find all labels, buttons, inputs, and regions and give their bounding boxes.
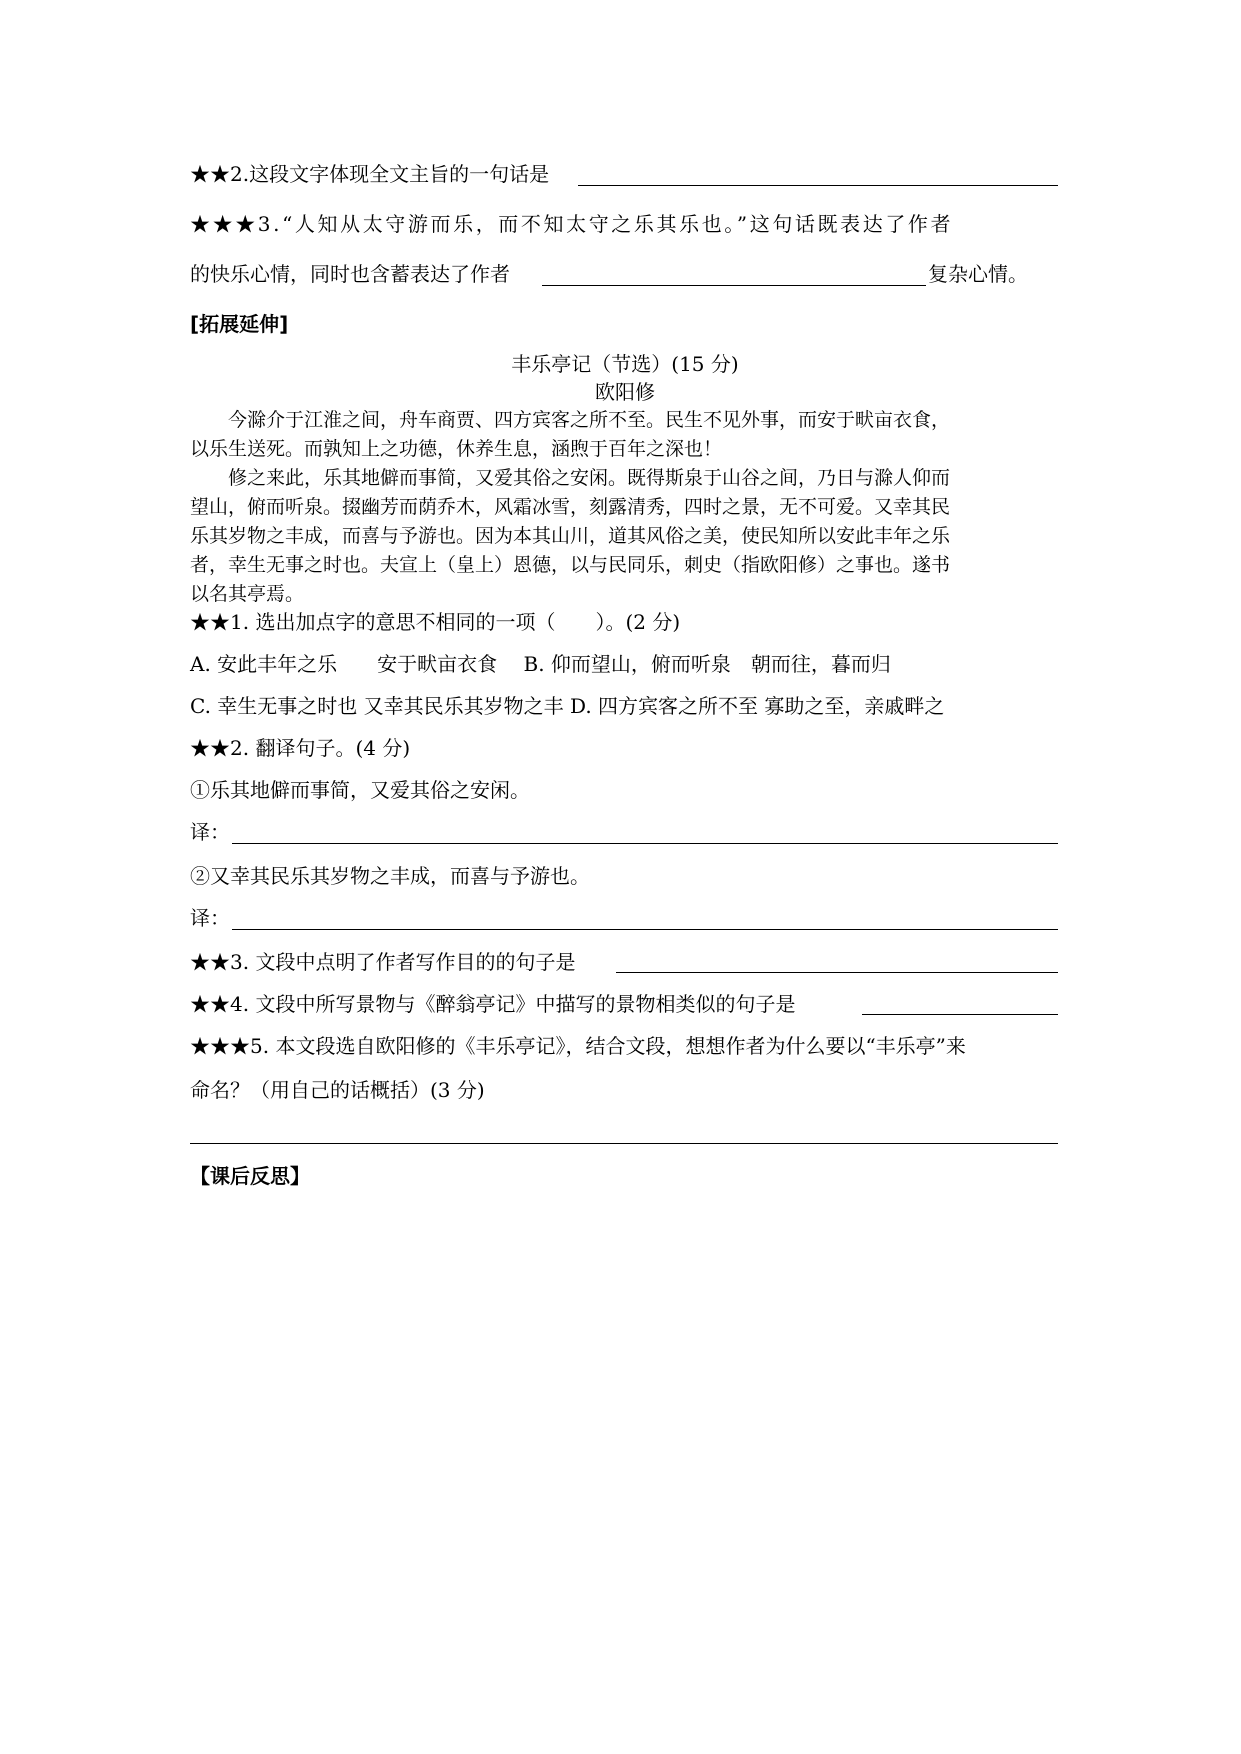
ext-question-1-options-cd: C. 幸生无事之时也 又幸其民乐其岁物之丰 D. 四方宾客之所不至 寡助之至，亲戚畔之 [190,694,945,718]
answer-blank-q3[interactable] [542,285,926,286]
translate-label-2: 译： [190,906,230,930]
extension-heading: [拓展延伸] [190,312,289,336]
passage-line: 今滁介于江淮之间，舟车商贾、四方宾客之所不至。民生不见外事，而安于畎亩衣食， [190,409,951,431]
question-2-text: ★★2.这段文字体现全文主旨的一句话是 [190,162,550,186]
translate-label-1: 译： [190,820,230,844]
ext-question-4: ★★4. 文段中所写景物与《醉翁亭记》中描写的景物相类似的句子是 [190,992,796,1016]
question-3-line1: ★★★3.“人知从太守游而乐，而不知太守之乐其乐也。”这句话既表达了作者 [190,212,954,236]
passage-line: 修之来此，乐其地僻而事简，又爱其俗之安闲。既得斯泉于山谷之间，乃日与滁人仰而 [190,467,951,489]
ext-question-5-line1: ★★★5. 本文段选自欧阳修的《丰乐亭记》，结合文段，想想作者为什么要以“丰乐亭”来 [190,1034,966,1058]
passage-title: 丰乐亭记（节选）(15 分) [511,352,739,376]
ext-question-5-line2: 命名？（用自己的话概括）(3 分) [190,1078,485,1102]
answer-blank-q2[interactable] [578,185,1058,186]
answer-blank-ext-q5[interactable] [190,1143,1058,1144]
ext-question-2: ★★2. 翻译句子。(4 分) [190,736,411,760]
answer-blank-ext-q3[interactable] [616,972,1058,973]
passage-author: 欧阳修 [595,380,655,404]
translate-sentence-2: ②又幸其民乐其岁物之丰成，而喜与予游也。 [190,864,590,888]
reflection-heading: 【课后反思】 [190,1164,310,1188]
passage-line: 以乐生送死。而孰知上之功德，休养生息，涵煦于百年之深也！ [190,438,723,460]
passage-line: 者，幸生无事之时也。夫宣上（皇上）恩德，以与民同乐，刺史（指欧阳修）之事也。遂书 [190,554,951,576]
passage-line: 以名其亭焉。 [190,583,305,605]
question-3-line2-start: 的快乐心情，同时也含蓄表达了作者 [190,262,510,286]
question-3-line2-end: 复杂心情。 [928,262,1028,286]
answer-blank-ext-q4[interactable] [862,1014,1058,1015]
translate-sentence-1: ①乐其地僻而事简，又爱其俗之安闲。 [190,778,530,802]
ext-question-1-options-ab: A. 安此丰年之乐 安于畎亩衣食 B. 仰而望山，俯而听泉 朝而往，暮而归 [190,652,891,676]
ext-question-1: ★★1. 选出加点字的意思不相同的一项（ ）。(2 分) [190,610,681,634]
ext-question-3: ★★3. 文段中点明了作者写作目的的句子是 [190,950,576,974]
passage-line: 乐其岁物之丰成，而喜与予游也。因为本其山川，道其风俗之美，使民知所以安此丰年之乐 [190,525,951,547]
passage-line: 望山，俯而听泉。掇幽芳而荫乔木，风霜冰雪，刻露清秀，四时之景，无不可爱。又幸其民 [190,496,951,518]
translate-blank-2[interactable] [232,929,1058,930]
translate-blank-1[interactable] [232,843,1058,844]
